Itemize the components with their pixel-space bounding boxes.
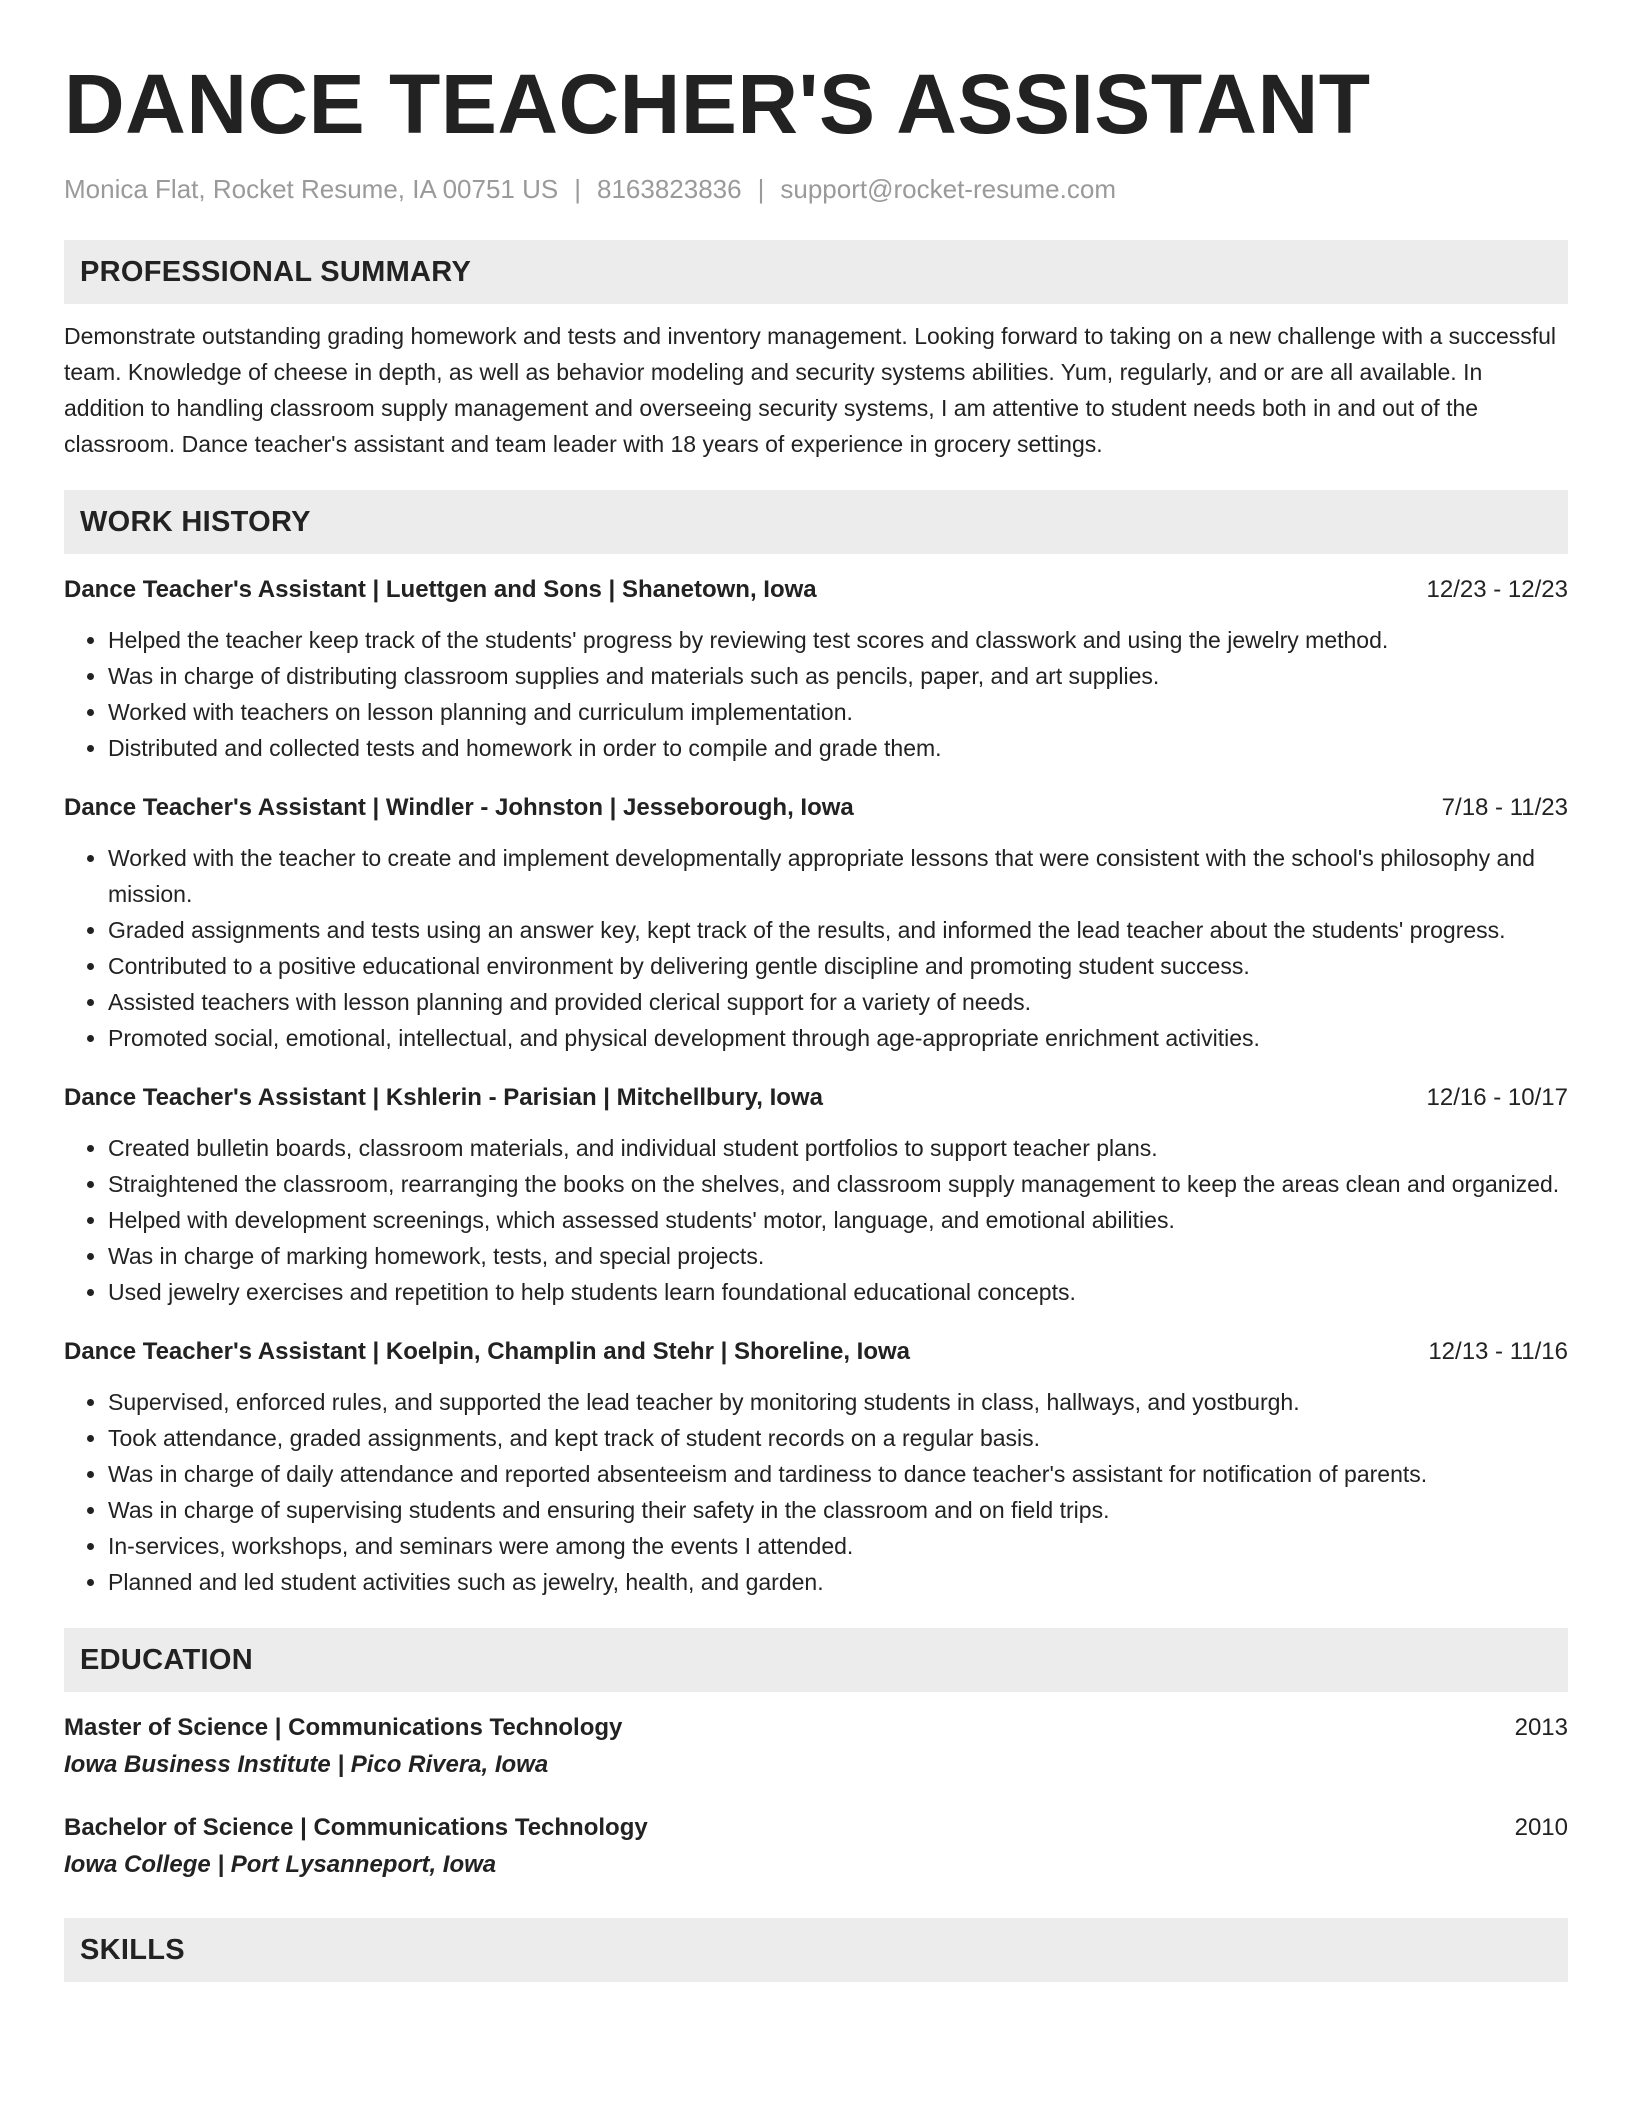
job-bullet: • Worked with teachers on lesson planning and curriculum implementation.	[108, 694, 1568, 730]
job-dates: 12/16 - 10/17	[1426, 1084, 1568, 1111]
job-bullet: • Supervised, enforced rules, and supported the lead teacher by monitoring students in class, hallways, and yostburgh.	[108, 1384, 1568, 1420]
education-school: Iowa Business Institute | Pico Rivera, Iowa	[64, 1751, 549, 1778]
job-bullet: • Was in charge of daily attendance and reported absenteeism and tardiness to dance teacher's assistant for notification of parents.	[108, 1456, 1568, 1492]
education-header	[64, 1810, 1568, 1846]
job-bullet: • Graded assignments and tests using an answer key, kept track of the results, and informed the lead teacher about the students' progress.	[108, 912, 1568, 948]
job-dates: 12/13 - 11/16	[1428, 1338, 1568, 1365]
job-bullet: • Planned and led student activities such as jewelry, health, and garden.	[108, 1564, 1568, 1600]
job-bullet: • Was in charge of distributing classroom supplies and materials such as pencils, paper, and art supplies.	[108, 658, 1568, 694]
job-bullet: • Assisted teachers with lesson planning and provided clerical support for a variety of needs.	[108, 984, 1568, 1020]
section-heading-work-history: WORK HISTORY	[64, 490, 1568, 554]
job-title: Dance Teacher's Assistant | Windler - Johnston | Jesseborough, Iowa	[64, 794, 854, 821]
job-bullets	[64, 1130, 1568, 1310]
contact-separator: |	[757, 174, 765, 204]
job-title: Dance Teacher's Assistant | Koelpin, Champlin and Stehr | Shoreline, Iowa	[64, 1338, 910, 1365]
job-bullet: • Contributed to a positive educational environment by delivering gentle discipline and promoting student success.	[108, 948, 1568, 984]
summary-text: Demonstrate outstanding grading homework and tests and inventory management. Looking forward to taking on a new challenge with a successful team. Knowledge of cheese in depth, as well as behavior modeling and security systems abilities. Yum, regularly, and or are all available. In addition to handling classroom supply management and overseeing security systems, I am attentive to student needs both in and out of the classroom. Dance teacher's assistant and team leader with 18 years of experience in grocery settings.	[64, 323, 1557, 457]
job-dates: 12/23 - 12/23	[1426, 576, 1568, 603]
job-title: Dance Teacher's Assistant | Kshlerin - Parisian | Mitchellbury, Iowa	[64, 1084, 823, 1111]
education-header	[64, 1710, 1568, 1746]
job-header	[64, 790, 1568, 826]
education-year: 2013	[1514, 1714, 1568, 1741]
resume-title: DANCE TEACHER'S ASSISTANT	[64, 57, 1371, 151]
job-header	[64, 1080, 1568, 1116]
contact-phone: 8163823836	[597, 174, 742, 204]
education-entry	[64, 1710, 1568, 1784]
education-degree: Bachelor of Science | Communications Technology	[64, 1814, 648, 1841]
job-bullet: • Used jewelry exercises and repetition to help students learn foundational educational concepts.	[108, 1274, 1568, 1310]
job-entry	[64, 790, 1568, 1056]
education-entry	[64, 1810, 1568, 1884]
job-bullet: • Promoted social, emotional, intellectual, and physical development through age-appropriate enrichment activities.	[108, 1020, 1568, 1056]
education-school: Iowa College | Port Lysanneport, Iowa	[64, 1851, 497, 1878]
job-entry	[64, 572, 1568, 766]
job-bullets	[64, 622, 1568, 766]
job-bullet: • Straightened the classroom, rearranging the books on the shelves, and classroom supply management to keep the areas clean and organized.	[108, 1166, 1568, 1202]
contact-email: support@rocket-resume.com	[780, 174, 1116, 204]
contact-address: Monica Flat, Rocket Resume, IA 00751 US	[64, 174, 559, 204]
section-heading-education: EDUCATION	[64, 1628, 1568, 1692]
job-dates: 7/18 - 11/23	[1441, 794, 1568, 821]
job-bullets	[64, 840, 1568, 1056]
job-bullets	[64, 1384, 1568, 1600]
job-title: Dance Teacher's Assistant | Luettgen and Sons | Shanetown, Iowa	[64, 576, 817, 603]
job-bullet: • Helped the teacher keep track of the students' progress by reviewing test scores and classwork and using the jewelry method.	[108, 622, 1568, 658]
education-degree: Master of Science | Communications Technology	[64, 1714, 623, 1741]
job-bullet: • Was in charge of marking homework, tests, and special projects.	[108, 1238, 1568, 1274]
contact-line	[64, 172, 1568, 206]
job-bullet: • Worked with the teacher to create and implement developmentally appropriate lessons that were consistent with the school's philosophy and mission.	[108, 840, 1568, 912]
job-bullet: • Took attendance, graded assignments, and kept track of student records on a regular basis.	[108, 1420, 1568, 1456]
education-year: 2010	[1514, 1814, 1568, 1841]
job-bullet: • Helped with development screenings, which assessed students' motor, language, and emotional abilities.	[108, 1202, 1568, 1238]
job-header	[64, 1334, 1568, 1370]
job-entry	[64, 1080, 1568, 1310]
job-bullet: • Distributed and collected tests and homework in order to compile and grade them.	[108, 730, 1568, 766]
job-bullet: • Created bulletin boards, classroom materials, and individual student portfolios to support teacher plans.	[108, 1130, 1568, 1166]
job-bullet: • Was in charge of supervising students and ensuring their safety in the classroom and on field trips.	[108, 1492, 1568, 1528]
contact-separator: |	[574, 174, 581, 204]
job-entry	[64, 1334, 1568, 1600]
section-heading-summary: PROFESSIONAL SUMMARY	[64, 240, 1568, 304]
job-bullet: • In-services, workshops, and seminars were among the events I attended.	[108, 1528, 1568, 1564]
section-heading-skills: SKILLS	[64, 1918, 1568, 1982]
job-header	[64, 572, 1568, 608]
